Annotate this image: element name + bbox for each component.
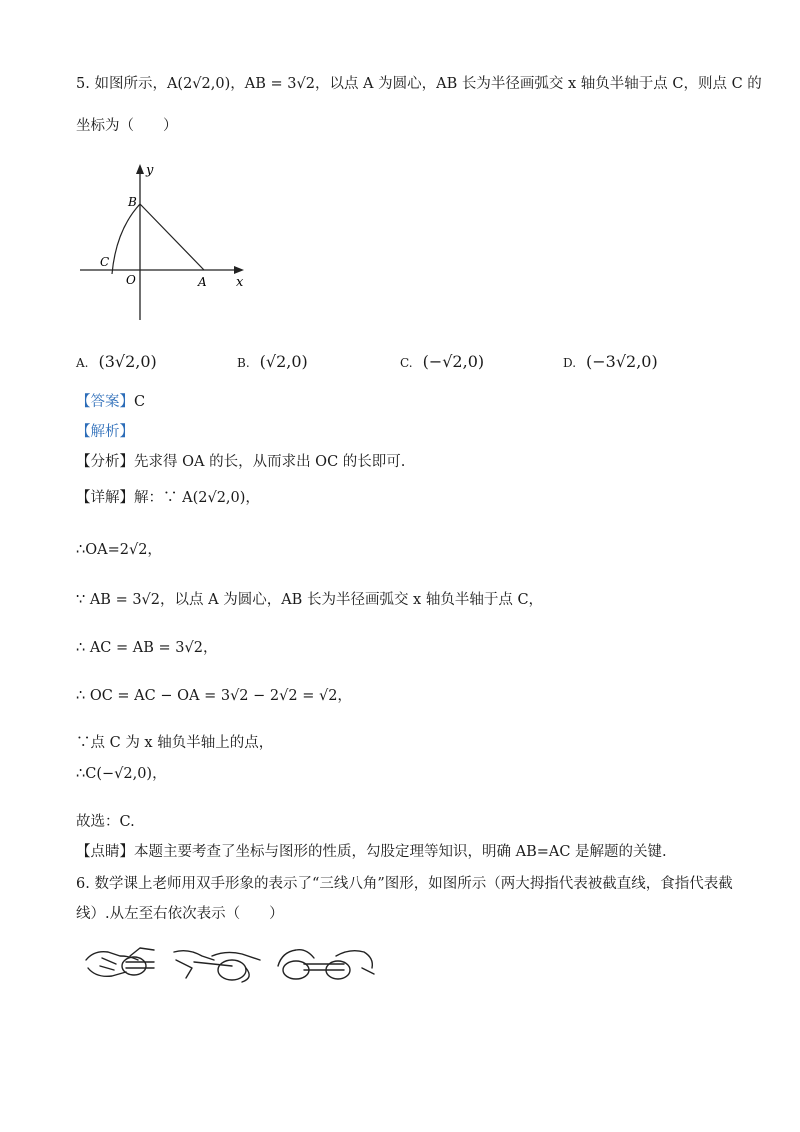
option-d-letter: D. — [563, 356, 577, 370]
dianjing-line: 【点睛】本题主要考查了坐标与图形的性质，勾股定理等知识，明确 AB=AC 是解题的关键. — [76, 844, 667, 860]
label-x: x — [236, 275, 244, 290]
detail-line-7: ∴C(−√2,0)， — [76, 766, 167, 782]
x-axis-arrow-icon — [234, 266, 244, 274]
option-a[interactable] — [76, 352, 157, 371]
detail-line-3: ∵ AB = 3√2，以点 A 为圆心，AB 长为半径画弧交 x 轴负半轴于点 C， — [76, 592, 544, 608]
hand-pair-2-icon — [174, 951, 260, 982]
q5-stem-line2: 坐标为（ ） — [76, 118, 178, 134]
segment-ab — [140, 204, 204, 270]
y-axis-arrow-icon — [136, 164, 144, 174]
option-b-value: (√2,0) — [259, 352, 308, 371]
q6-stem-line2: 线）.从左至右依次表示（ ） — [76, 906, 284, 922]
q5-stem-line1: 5. 如图所示，A(2√2,0)，AB = 3√2，以点 A 为圆心，AB 长为半径画弧交 x 轴负半轴于点 C，则点 C 的 — [76, 76, 762, 92]
option-d-value: (−3√2,0) — [586, 352, 658, 371]
option-a-value: (3√2,0) — [98, 352, 157, 371]
analysis-fenxi: 【分析】先求得 OA 的长，从而求出 OC 的长即可. — [76, 454, 406, 470]
label-o: O — [126, 273, 136, 287]
label-b: B — [128, 195, 137, 209]
option-b-letter: B. — [237, 356, 250, 370]
select-line: 故选：C. — [76, 814, 135, 830]
detail-line-2: ∴OA=2√2， — [76, 542, 162, 558]
q5-coordinate-figure — [76, 160, 266, 320]
analysis-tag: 【解析】 — [76, 424, 134, 440]
detail-line-1: 【详解】解：∵ A(2√2,0)， — [76, 490, 260, 506]
q6-hands-figure — [82, 938, 382, 990]
option-d[interactable] — [563, 352, 658, 371]
detail-line-6: ∵点 C 为 x 轴负半轴上的点， — [76, 735, 274, 751]
option-c-letter: C. — [400, 356, 413, 370]
hand-pair-1-icon — [86, 948, 154, 976]
label-a: A — [198, 275, 207, 289]
option-a-letter: A. — [76, 356, 89, 370]
hand-pair-3-icon — [278, 950, 374, 979]
answer-line — [76, 392, 145, 412]
detail-line-4: ∴ AC = AB = 3√2， — [76, 640, 218, 656]
q6-stem-line1: 6. 数学课上老师用双手形象的表示了“三线八角”图形，如图所示（两大拇指代表被截直线，食指代表截 — [76, 876, 733, 892]
label-c: C — [100, 255, 110, 269]
label-y: y — [146, 163, 154, 178]
detail-line-5: ∴ OC = AC − OA = 3√2 − 2√2 = √2， — [76, 688, 352, 704]
option-b[interactable] — [237, 352, 308, 371]
option-c-value: (−√2,0) — [422, 352, 485, 371]
answer-tag: 【答案】 — [76, 394, 134, 410]
arc-bc — [112, 204, 140, 274]
option-c[interactable] — [400, 352, 484, 371]
answer-value: C — [134, 394, 146, 410]
